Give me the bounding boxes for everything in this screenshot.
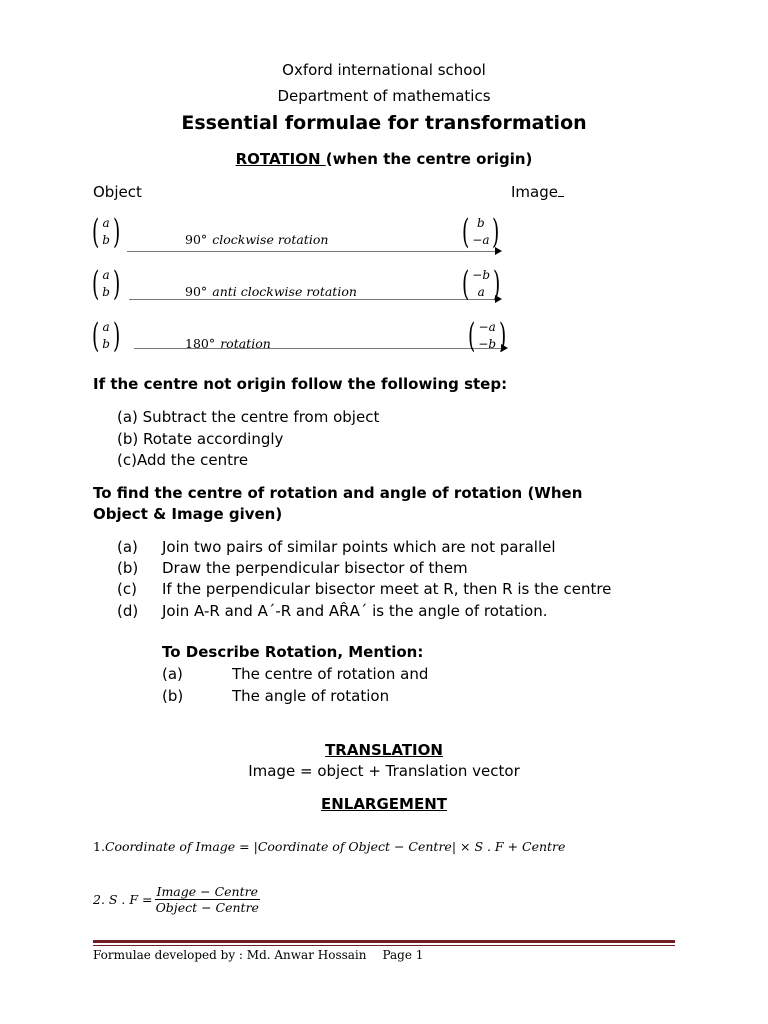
enlargement-heading: ENLARGEMENT bbox=[320, 795, 448, 813]
page-title: Essential formulae for transformation bbox=[181, 112, 587, 134]
page-number: Page 1 bbox=[382, 948, 424, 962]
find-centre-step-c: (c) If the perpendicular bisector meet at R, then R is the centre bbox=[117, 580, 612, 598]
enlargement-formula-1: 1.Coordinate of Image = |Coordinate of Object − Centre| × S . F + Centre bbox=[93, 839, 566, 854]
arrow-head-2 bbox=[495, 295, 502, 303]
translation-heading: TRANSLATION bbox=[325, 741, 443, 759]
rotation-row-2 bbox=[89, 264, 509, 307]
describe-heading: To Describe Rotation, Mention: bbox=[162, 643, 424, 661]
find-centre-step-a: (a) Join two pairs of similar points which are not parallel bbox=[117, 538, 556, 556]
rotation-heading-rest: (when the centre origin) bbox=[325, 150, 533, 168]
footer-credit: Formulae developed by : Md. Anwar Hossain bbox=[93, 948, 367, 962]
find-centre-step-d: (d) Join A-R and A´-R and AR̂A´ is the angle of rotation. bbox=[117, 602, 548, 620]
find-centre-step-b: (b) Draw the perpendicular bisector of them bbox=[117, 559, 468, 577]
not-origin-step-a: (a) Subtract the centre from object bbox=[117, 408, 380, 426]
image-vector-2: ( −b a ) bbox=[461, 264, 501, 304]
object-vector-2: ( a b ) bbox=[91, 264, 121, 304]
school-name: Oxford international school bbox=[282, 61, 486, 79]
not-origin-step-b: (b) Rotate accordingly bbox=[117, 430, 284, 448]
enlargement-formula-2: 2. S . F = $\frac{\text{Image − Centre}}{\text{Object − Centre}}$ bbox=[93, 884, 259, 915]
rotation-row-3 bbox=[89, 316, 509, 359]
department-name: Department of mathematics bbox=[277, 87, 491, 105]
arrow-line-2 bbox=[129, 299, 497, 300]
arrow-line-3 bbox=[134, 348, 502, 349]
rotation-desc-3: 180° rotation bbox=[185, 336, 271, 351]
footer bbox=[93, 948, 423, 962]
footer-rule-thick bbox=[93, 940, 675, 943]
rotation-desc-2: 90° anti clockwise rotation bbox=[185, 284, 357, 299]
rotation-desc-1: 90° clockwise rotation bbox=[185, 232, 329, 247]
find-centre-heading-line2: Object & Image given) bbox=[93, 505, 283, 523]
rotation-heading bbox=[0, 150, 768, 168]
arrow-line-1 bbox=[127, 251, 497, 252]
sf-fraction: $\frac{\text{Image − Centre}}{\text{Object − Centre}}$ bbox=[155, 884, 259, 915]
rotation-row-1 bbox=[89, 212, 509, 255]
image-vector-1: ( b −a ) bbox=[461, 212, 500, 252]
object-label: Object bbox=[93, 183, 142, 201]
footer-rule-thin bbox=[93, 945, 675, 946]
translation-formula: Image = object + Translation vector bbox=[248, 762, 520, 780]
arrow-head-1 bbox=[495, 247, 502, 255]
describe-item-b: (b) The angle of rotation bbox=[162, 687, 390, 705]
rotation-heading-underlined: ROTATION bbox=[235, 150, 326, 168]
not-origin-heading: If the centre not origin follow the following step: bbox=[93, 375, 508, 393]
image-label bbox=[511, 183, 564, 201]
image-vector-3: ( −a −b ) bbox=[467, 316, 507, 356]
arrow-head-3 bbox=[501, 344, 508, 352]
find-centre-heading-line1: To find the centre of rotation and angle of rotation (When bbox=[93, 484, 583, 502]
not-origin-step-c: (c)Add the centre bbox=[117, 451, 249, 469]
describe-item-a: (a) The centre of rotation and bbox=[162, 665, 429, 683]
object-vector-3: ( a b ) bbox=[91, 316, 121, 356]
object-vector-1: ( a b ) bbox=[91, 212, 121, 252]
image-label-text: Image bbox=[511, 183, 558, 201]
